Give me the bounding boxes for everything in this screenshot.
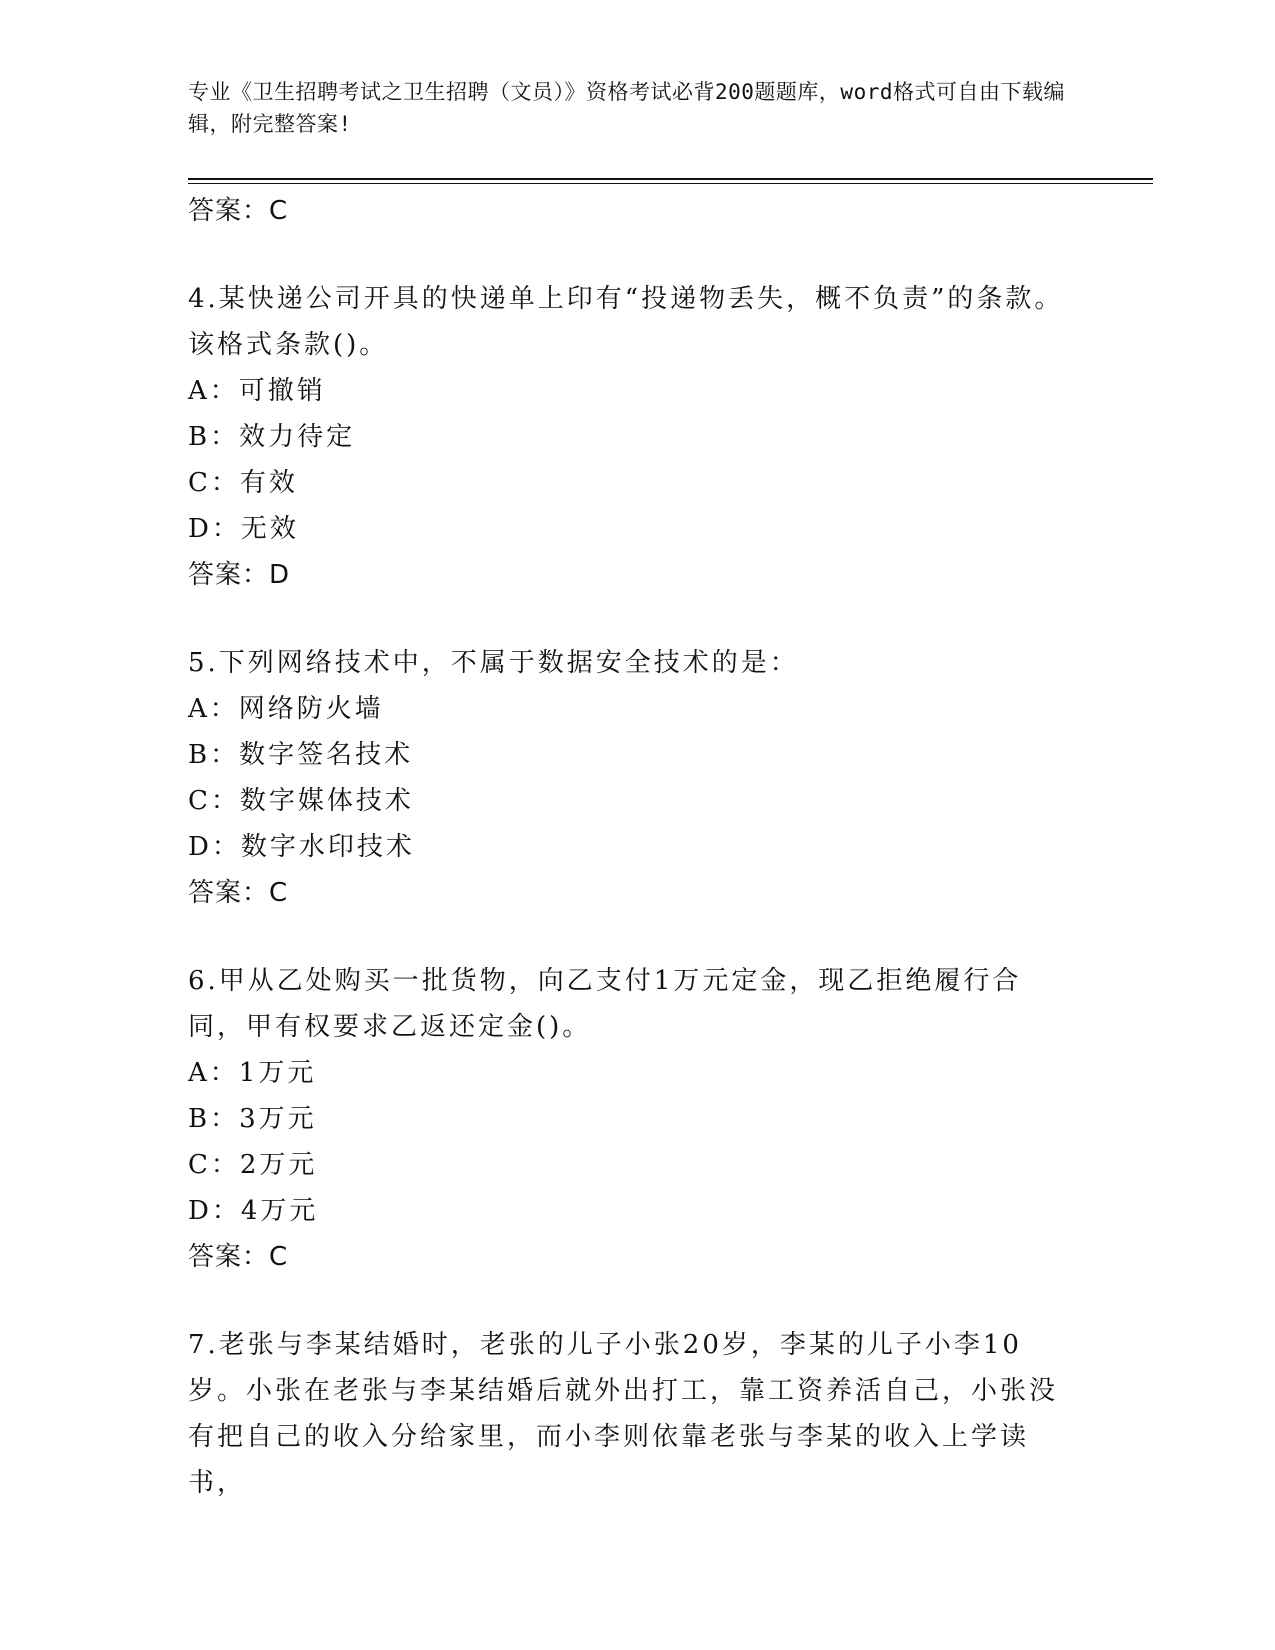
option-c: C：数字媒体技术 <box>188 786 414 816</box>
answer-line: 答案：C <box>188 196 289 226</box>
question-6 <box>188 958 1068 1280</box>
question-text: 4.某快递公司开具的快递单上印有“投递物丢失，概不负责”的条款。该格式条款()。 <box>188 284 1064 360</box>
option-d: D：无效 <box>188 514 299 544</box>
header-rule-thick <box>188 178 1153 180</box>
spacer <box>188 916 1068 958</box>
header-rule-thin <box>188 183 1153 184</box>
option-b: B：数字签名技术 <box>188 740 414 770</box>
answer-line: 答案：C <box>188 1242 289 1272</box>
option-c: C：2万元 <box>188 1150 318 1180</box>
question-text: 6.甲从乙处购买一批货物，向乙支付1万元定金，现乙拒绝履行合同，甲有权要求乙返还定金()。 <box>188 966 1022 1042</box>
option-b: B：3万元 <box>188 1104 317 1134</box>
answer-line: 答案：D <box>188 560 291 590</box>
option-b: B：效力待定 <box>188 422 356 452</box>
spacer <box>188 598 1068 640</box>
answer-line: 答案：C <box>188 878 289 908</box>
option-c: C：有效 <box>188 468 298 498</box>
question-7 <box>188 1322 1068 1506</box>
option-a: A：1万元 <box>188 1058 317 1088</box>
question-text: 5.下列网络技术中，不属于数据安全技术的是： <box>188 648 799 678</box>
document-body <box>188 188 1068 1506</box>
document-header: 专业《卫生招聘考试之卫生招聘（文员）》资格考试必背200题题库，word格式可自由下载编辑，附完整答案! <box>188 80 1065 136</box>
option-d: D：4万元 <box>188 1196 319 1226</box>
option-d: D：数字水印技术 <box>188 832 415 862</box>
question-5 <box>188 640 1068 916</box>
option-a: A：网络防火墙 <box>188 694 384 724</box>
option-a: A：可撤销 <box>188 376 326 406</box>
spacer <box>188 1280 1068 1322</box>
spacer <box>188 234 1068 276</box>
question-text: 7.老张与李某结婚时，老张的儿子小张20岁，李某的儿子小李10岁。小张在老张与李某结婚后就外出打工，靠工资养活自己，小张没有把自己的收入分给家里，而小李则依靠老张与李某的收入上学读书， <box>188 1330 1059 1498</box>
question-4 <box>188 276 1068 598</box>
